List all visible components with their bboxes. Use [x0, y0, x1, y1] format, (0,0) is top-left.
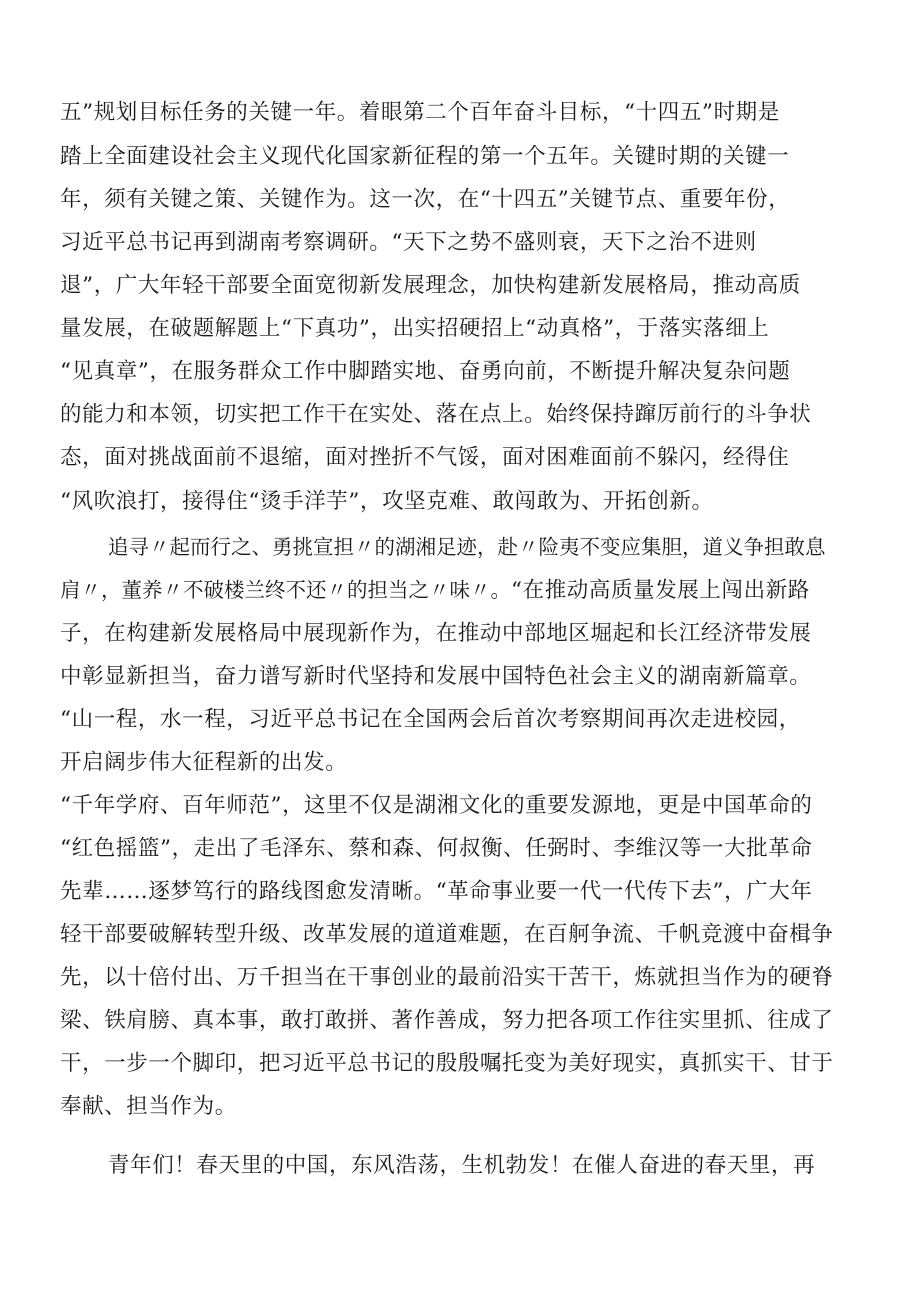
text-line-7: “见真章”，在服务群众工作中脚踏实地、奋勇向前，不断提升解决复杂问题 — [60, 359, 791, 384]
text-line-5: 退”，广大年轻干部要全面宽彻新发展理念，加快构建新发展格局，推动高质 — [60, 273, 801, 298]
text-line-21: 先，以十倍付出、万千担当在干事创业的最前沿实干苦干，炼就担当作为的硬脊 — [60, 965, 834, 990]
text-line-3: 年，须有关键之策、关键作为。这一次，在“十四五”关键节点、重要年份， — [60, 187, 791, 212]
text-line-9: 态，面对挑战面前不退缩，面对挫折不气馁，面对困难面前不躲闪，经得住 — [60, 445, 790, 470]
text-line-24: 奉献、担当作为。 — [60, 1094, 237, 1119]
text-line-8: 的能力和本领，切实把工作干在实处、落在点上。始终保持蹿厉前行的斗争状 — [60, 402, 812, 427]
text-line-12-part-a: 肩〃，董养〃不破楼兰终不还〃的担当之〃味〃。 — [60, 578, 511, 602]
text-line-4: 习近平总书记再到湖南考察调研。“天下之势不盛则衰，天下之治不进则 — [60, 230, 757, 255]
text-line-25: 青年们！春天里的中国，东风浩荡，生机勃发！在催人奋进的春天里，再 — [108, 1153, 816, 1178]
text-line-12-part-b: “在推动高质量发展上闯出新路 — [511, 578, 810, 603]
text-line-1: 五”规划目标任务的关键一年。着眼第二个百年奋斗目标，“十四五”时期是 — [60, 100, 780, 125]
text-line-23: 干，一步一个脚印，把习近平总书记的殷殷嘱托变为美好现实，真抓实干、甘于 — [60, 1051, 834, 1076]
text-line-11: 追寻〃起而行之、勇挑宣担〃的湖湘足迹，赴〃险夷不变应集胆，道义争担敢息 — [108, 535, 826, 559]
text-line-12 — [60, 576, 810, 605]
text-line-17: “千年学府、百年师范”，这里不仅是湖湘文化的重要发源地，更是中国革命的 — [60, 793, 813, 818]
text-line-6: 量发展，在破题解题上“下真功”，出实招硬招上“动真格”，于落实落细上 — [60, 316, 770, 341]
text-line-22: 梁、铁肩膀、真本事，敢打敢拼、著作善成，努力把各项工作往实里抓、往成了 — [60, 1008, 834, 1033]
text-line-15: “山一程，水一程，习近平总书记在全国两会后首次考察期间再次走进校园， — [60, 707, 801, 732]
text-line-19: 先辈……逐梦笃行的路线图愈发清晰。“革命事业要一代一代传下去”，广大年 — [60, 879, 813, 904]
text-line-10: “风吹浪打，接得住“烫手洋芋”，攻坚克难、敢闯敢为、开拓创新。 — [60, 489, 714, 514]
text-line-14: 中彰显新担当，奋力谱写新时代坚持和发展中国特色社会主义的湖南新篇章。 — [60, 664, 812, 689]
text-line-20: 轻干部要破解转型升级、改革发展的道道难题，在百舸争流、千帆竞渡中奋楫争 — [60, 922, 834, 947]
text-line-13: 子，在构建新发展格局中展现新作为，在推动中部地区堀起和长江经济带发展 — [60, 621, 812, 646]
text-line-16: 开启阔步伟大征程新的出发。 — [60, 750, 348, 775]
text-line-18: “红色摇篮”，走出了毛泽东、蔡和森、何叔衡、任弼时、李维汉等一大批革命 — [60, 836, 813, 861]
text-line-2: 踏上全面建设社会主义现代化国家新征程的第一个五年。关键时期的关键一 — [60, 144, 790, 169]
